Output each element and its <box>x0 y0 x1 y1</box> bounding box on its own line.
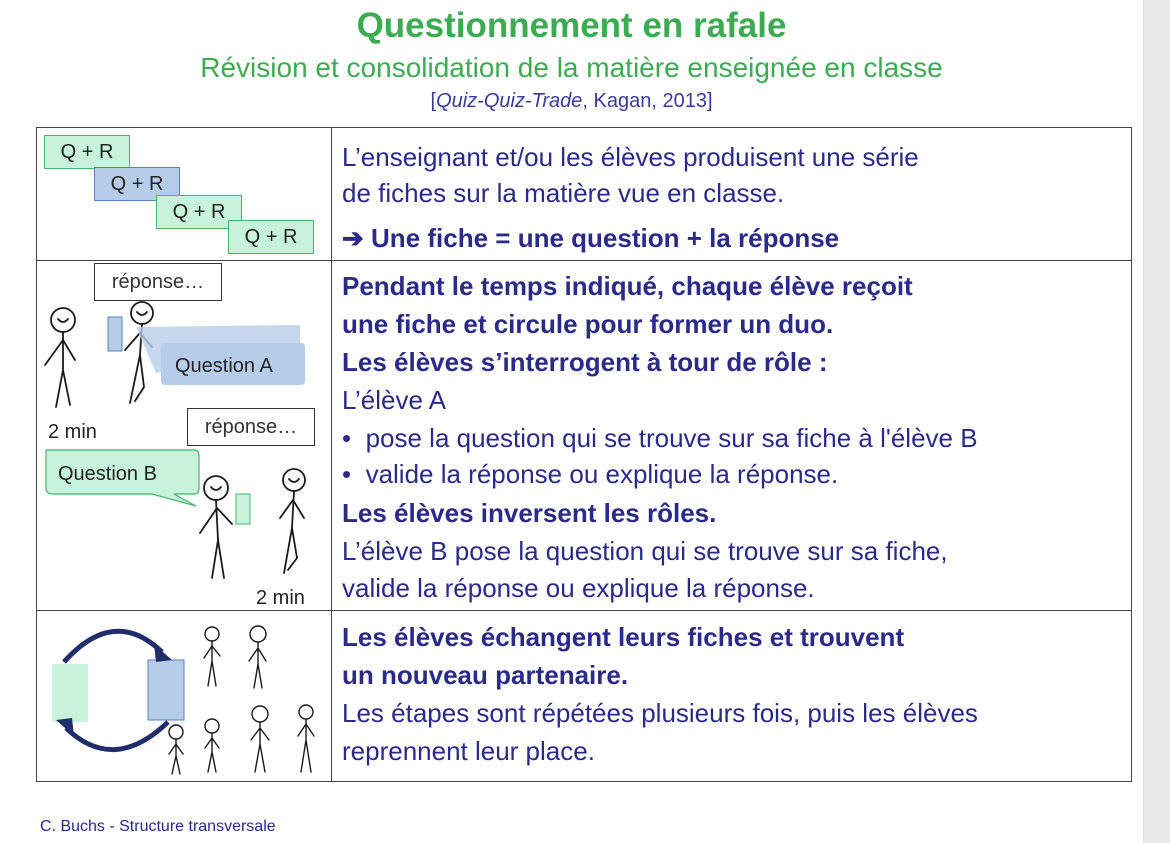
speech-bubble-answer-a: réponse… <box>94 263 222 301</box>
reference-rest: , Kagan, 2013] <box>582 90 713 112</box>
reference-open: [ <box>430 90 437 112</box>
row2-line5: Les élèves inversent les rôles. <box>342 498 717 528</box>
question-b-label: Question B <box>58 463 157 485</box>
card-q-r-3: Q + R <box>156 195 242 229</box>
row-divider <box>37 260 1131 261</box>
row2-line7: valide la réponse ou explique la réponse. <box>342 573 815 603</box>
row3-line1: Les élèves échangent leurs fiches et trouvent <box>342 622 905 652</box>
time-a-label: 2 min <box>48 421 97 443</box>
row1-line3-text: Une fiche = une question + la réponse <box>371 223 840 253</box>
row2-line4: L’élève A <box>342 385 447 415</box>
reference-italic: Quiz-Quiz-Trade <box>436 90 583 112</box>
row2-line1: Pendant le temps indiqué, chaque élève reçoit <box>342 271 913 301</box>
reference <box>0 90 1143 113</box>
page-title: Questionnement en rafale <box>356 6 787 45</box>
row2-line2: une fiche et circule pour former un duo. <box>342 309 834 339</box>
row2-bullet1 <box>342 419 978 457</box>
bullet-marker: • <box>342 423 352 453</box>
row2-line3: Les élèves s’interrogent à tour de rôle : <box>342 347 828 377</box>
speech-bubble-answer-b: réponse… <box>187 408 315 446</box>
bullet1-text: pose la question qui se trouve sur sa fiche à l'élève B <box>365 423 978 453</box>
time-b-label: 2 min <box>256 587 305 609</box>
row1-line2: de fiches sur la matière vue en classe. <box>342 178 785 208</box>
row-divider <box>37 610 1131 611</box>
exchange-cycle-icon <box>44 616 324 776</box>
row2-line6: L’élève B pose la question qui se trouve sur sa fiche, <box>342 536 948 566</box>
bullet2-text: valide la réponse ou explique la réponse. <box>365 459 839 489</box>
page-subtitle: Révision et consolidation de la matière enseignée en classe <box>200 52 943 83</box>
bullet-marker: • <box>342 459 352 489</box>
card-q-r-4: Q + R <box>228 220 314 254</box>
row1-line3 <box>342 219 839 257</box>
row2-bullet2 <box>342 455 838 493</box>
students-pair-a-icon <box>40 295 160 415</box>
card-q-r-1: Q + R <box>44 135 130 169</box>
column-divider <box>331 128 332 781</box>
arrow-icon: ➔ <box>342 223 364 253</box>
row3-line3: Les étapes sont répétées plusieurs fois, puis les élèves <box>342 698 978 728</box>
footer-credit: C. Buchs - Structure transversale <box>40 818 276 835</box>
row3-line2: un nouveau partenaire. <box>342 660 629 690</box>
card-q-r-2: Q + R <box>94 167 180 201</box>
row1-line1: L’enseignant et/ou les élèves produisent une série <box>342 142 919 172</box>
window-edge <box>1143 0 1170 843</box>
row3-line4: reprennent leur place. <box>342 736 595 766</box>
question-a-label: Question A <box>175 355 273 377</box>
